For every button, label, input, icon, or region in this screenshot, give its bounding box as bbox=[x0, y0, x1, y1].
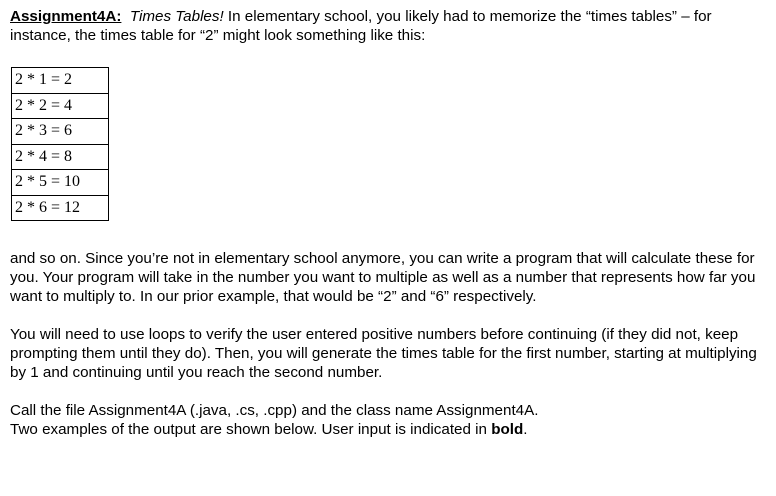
times-table bbox=[11, 67, 109, 221]
assignment-document bbox=[10, 7, 760, 439]
intro-text: In elementary school, you likely had to memorize the “times tables” – for instance, the times table for “2” might look something like this: bbox=[10, 8, 712, 44]
table-row bbox=[12, 144, 109, 170]
table-row bbox=[12, 119, 109, 145]
assignment-title: Times Tables! bbox=[129, 8, 224, 25]
table-cell: 2 * 2 = 4 bbox=[12, 93, 109, 119]
description-paragraph: and so on. Since you’re not in elementary school anymore, you can write a program that will calculate these for you. Your program will take in the number you want to multiple as well as a number that represents how far you want to multiply to. In our prior example, that would be “2” and “6” respectively. bbox=[10, 250, 756, 305]
bold-word: bold bbox=[491, 421, 524, 438]
examples-line-suffix: . bbox=[523, 421, 528, 438]
table-row bbox=[12, 93, 109, 119]
table-cell: 2 * 4 = 8 bbox=[12, 144, 109, 170]
intro-paragraph bbox=[10, 7, 760, 45]
table-row bbox=[12, 195, 109, 221]
loops-paragraph: You will need to use loops to verify the user entered positive numbers before continuing (if they did not, keep prompting them until they do). Then, you will generate the times table for the first number, starting at multiplying by 1 and continuing until you reach the second number. bbox=[10, 326, 757, 381]
file-name-paragraph bbox=[10, 401, 760, 439]
table-cell: 2 * 1 = 2 bbox=[12, 68, 109, 94]
table-cell: 2 * 3 = 6 bbox=[12, 119, 109, 145]
file-name-line: Call the file Assignment4A (.java, .cs, .cpp) and the class name Assignment4A. bbox=[10, 402, 539, 419]
table-cell: 2 * 5 = 10 bbox=[12, 170, 109, 196]
table-row bbox=[12, 68, 109, 94]
table-row bbox=[12, 170, 109, 196]
table-cell: 2 * 6 = 12 bbox=[12, 195, 109, 221]
assignment-label: Assignment4A: bbox=[10, 8, 122, 25]
examples-line-prefix: Two examples of the output are shown below. User input is indicated in bbox=[10, 421, 492, 438]
